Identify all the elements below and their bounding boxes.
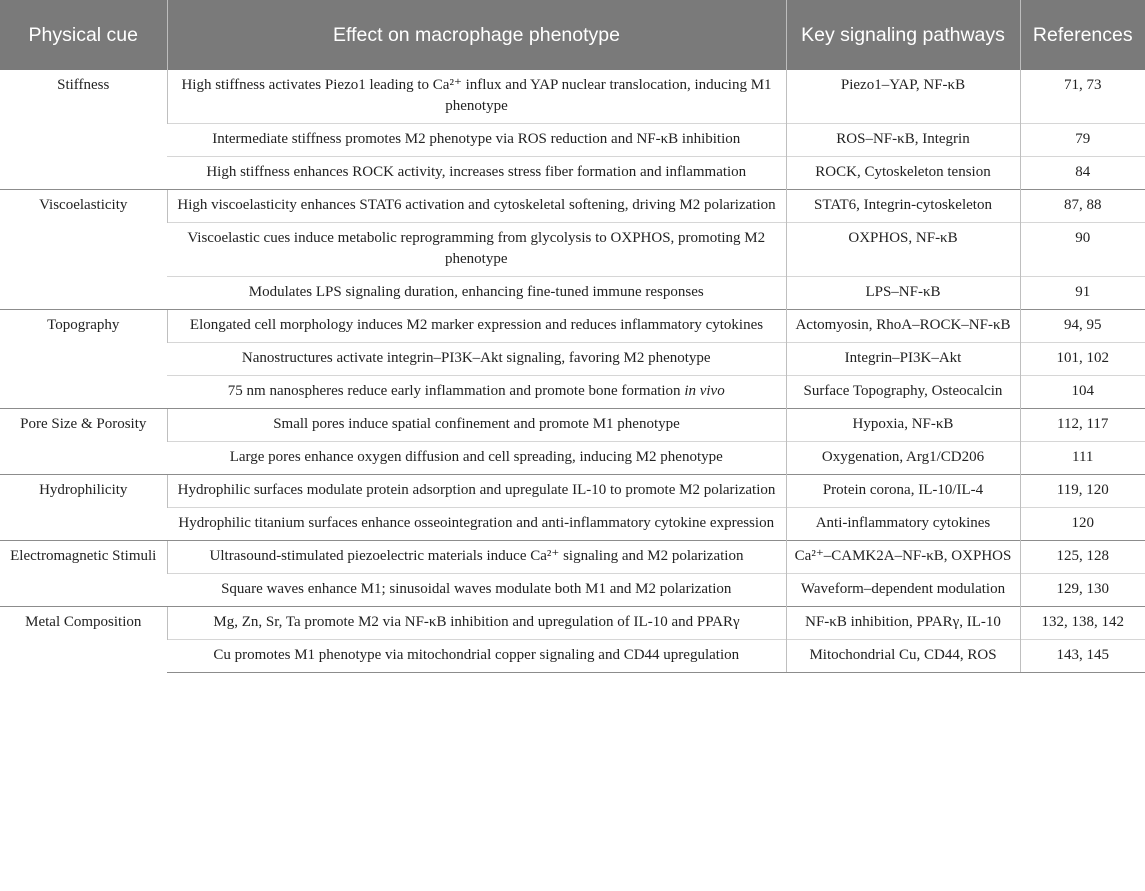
pathways-cell: Ca²⁺–CAMK2A–NF-κB, OXPHOS xyxy=(786,541,1020,574)
pathways-cell: Waveform–dependent modulation xyxy=(786,574,1020,607)
effect-cell: High viscoelasticity enhances STAT6 activation and cytoskeletal softening, driving M2 polarization xyxy=(167,190,786,223)
physical-cue-cell: Topography xyxy=(0,310,167,409)
references-cell: 143, 145 xyxy=(1020,640,1145,673)
column-header-references: References xyxy=(1020,0,1145,70)
table-row xyxy=(0,607,1145,640)
physical-cue-cell: Stiffness xyxy=(57,77,110,93)
references-cell: 120 xyxy=(1020,508,1145,541)
references-cell: 87, 88 xyxy=(1020,190,1145,223)
effect-cell: Large pores enhance oxygen diffusion and cell spreading, inducing M2 phenotype xyxy=(167,442,786,475)
physical-cue-cell: Viscoelasticity xyxy=(0,190,167,310)
pathways-cell: Mitochondrial Cu, CD44, ROS xyxy=(786,640,1020,673)
table-row xyxy=(0,190,1145,223)
references-cell: 104 xyxy=(1020,376,1145,409)
table-row xyxy=(0,508,1145,541)
physical-cue-cell: Metal Composition xyxy=(0,607,167,673)
effect-cell: Viscoelastic cues induce metabolic reprogramming from glycolysis to OXPHOS, promoting M2 phenotype xyxy=(167,223,786,277)
pathways-cell: Hypoxia, NF-κB xyxy=(786,409,1020,442)
physical-cue-cell: Electromagnetic Stimuli xyxy=(0,541,167,607)
column-header-pathways: Key signaling pathways xyxy=(786,0,1020,70)
table-row xyxy=(0,574,1145,607)
table-row xyxy=(0,310,1145,343)
references-cell: 119, 120 xyxy=(1020,475,1145,508)
effect-cell: High stiffness enhances ROCK activity, increases stress fiber formation and inflammation xyxy=(167,157,786,190)
header-row xyxy=(0,0,1145,70)
table-row xyxy=(0,124,1145,157)
references-cell: 90 xyxy=(1020,223,1145,277)
effect-cell: Hydrophilic titanium surfaces enhance osseointegration and anti-inflammatory cytokine expression xyxy=(167,508,786,541)
effect-cell: High stiffness activates Piezo1 leading to Ca²⁺ influx and YAP nuclear translocation, inducing M1 phenotype xyxy=(167,70,786,124)
references-cell: 101, 102 xyxy=(1020,343,1145,376)
column-header-effect: Effect on macrophage phenotype xyxy=(167,0,786,70)
pathways-cell: Actomyosin, RhoA–ROCK–NF-κB xyxy=(786,310,1020,343)
table-row xyxy=(0,475,1145,508)
pathways-cell: STAT6, Integrin-cytoskeleton xyxy=(786,190,1020,223)
table-row xyxy=(0,442,1145,475)
effect-cell: Elongated cell morphology induces M2 marker expression and reduces inflammatory cytokines xyxy=(167,310,786,343)
references-cell: 94, 95 xyxy=(1020,310,1145,343)
effect-cell: Intermediate stiffness promotes M2 phenotype via ROS reduction and NF-κB inhibition xyxy=(167,124,786,157)
references-cell: 71, 73 xyxy=(1020,70,1145,124)
effect-cell: Small pores induce spatial confinement and promote M1 phenotype xyxy=(167,409,786,442)
pathways-cell: Oxygenation, Arg1/CD206 xyxy=(786,442,1020,475)
physical-cue-cell: Hydrophilicity xyxy=(0,475,167,541)
pathways-cell: Surface Topography, Osteocalcin xyxy=(786,376,1020,409)
table-row xyxy=(0,277,1145,310)
references-cell: 84 xyxy=(1020,157,1145,190)
table-row xyxy=(0,157,1145,190)
effect-cell: Ultrasound-stimulated piezoelectric materials induce Ca²⁺ signaling and M2 polarization xyxy=(167,541,786,574)
pathways-cell: NF-κB inhibition, PPARγ, IL-10 xyxy=(786,607,1020,640)
effect-italic-text: in vivo xyxy=(684,383,725,399)
effect-cell xyxy=(167,376,786,409)
table-row xyxy=(0,541,1145,574)
references-cell: 129, 130 xyxy=(1020,574,1145,607)
pathways-cell: LPS–NF-κB xyxy=(786,277,1020,310)
effect-cell: Square waves enhance M1; sinusoidal waves modulate both M1 and M2 polarization xyxy=(167,574,786,607)
physical-cue-cell: Pore Size & Porosity xyxy=(0,409,167,475)
pathways-cell: Piezo1–YAP, NF-κB xyxy=(786,70,1020,124)
pathways-cell: ROS–NF-κB, Integrin xyxy=(786,124,1020,157)
effect-cell: Modulates LPS signaling duration, enhancing fine-tuned immune responses xyxy=(167,277,786,310)
references-cell: 111 xyxy=(1020,442,1145,475)
effect-cell: Cu promotes M1 phenotype via mitochondrial copper signaling and CD44 upregulation xyxy=(167,640,786,673)
pathways-cell: Protein corona, IL-10/IL-4 xyxy=(786,475,1020,508)
references-cell: 112, 117 xyxy=(1020,409,1145,442)
references-cell: 132, 138, 142 xyxy=(1020,607,1145,640)
references-cell: 79 xyxy=(1020,124,1145,157)
pathways-cell: Integrin–PI3K–Akt xyxy=(786,343,1020,376)
references-cell: 91 xyxy=(1020,277,1145,310)
pathways-cell: Anti-inflammatory cytokines xyxy=(786,508,1020,541)
table-row xyxy=(0,223,1145,277)
table-row xyxy=(0,343,1145,376)
effect-cell: Hydrophilic surfaces modulate protein adsorption and upregulate IL-10 to promote M2 polarization xyxy=(167,475,786,508)
table-row xyxy=(0,70,1145,124)
pathways-cell: OXPHOS, NF-κB xyxy=(786,223,1020,277)
table-row xyxy=(0,376,1145,409)
table-row xyxy=(0,640,1145,673)
effect-text: 75 nm nanospheres reduce early inflammation and promote bone formation xyxy=(227,383,681,399)
column-header-physical-cue: Physical cue xyxy=(0,0,167,70)
table-row xyxy=(0,409,1145,442)
effect-cell: Mg, Zn, Sr, Ta promote M2 via NF-κB inhibition and upregulation of IL-10 and PPARγ xyxy=(167,607,786,640)
pathways-cell: ROCK, Cytoskeleton tension xyxy=(786,157,1020,190)
references-cell: 125, 128 xyxy=(1020,541,1145,574)
effect-cell: Nanostructures activate integrin–PI3K–Akt signaling, favoring M2 phenotype xyxy=(167,343,786,376)
